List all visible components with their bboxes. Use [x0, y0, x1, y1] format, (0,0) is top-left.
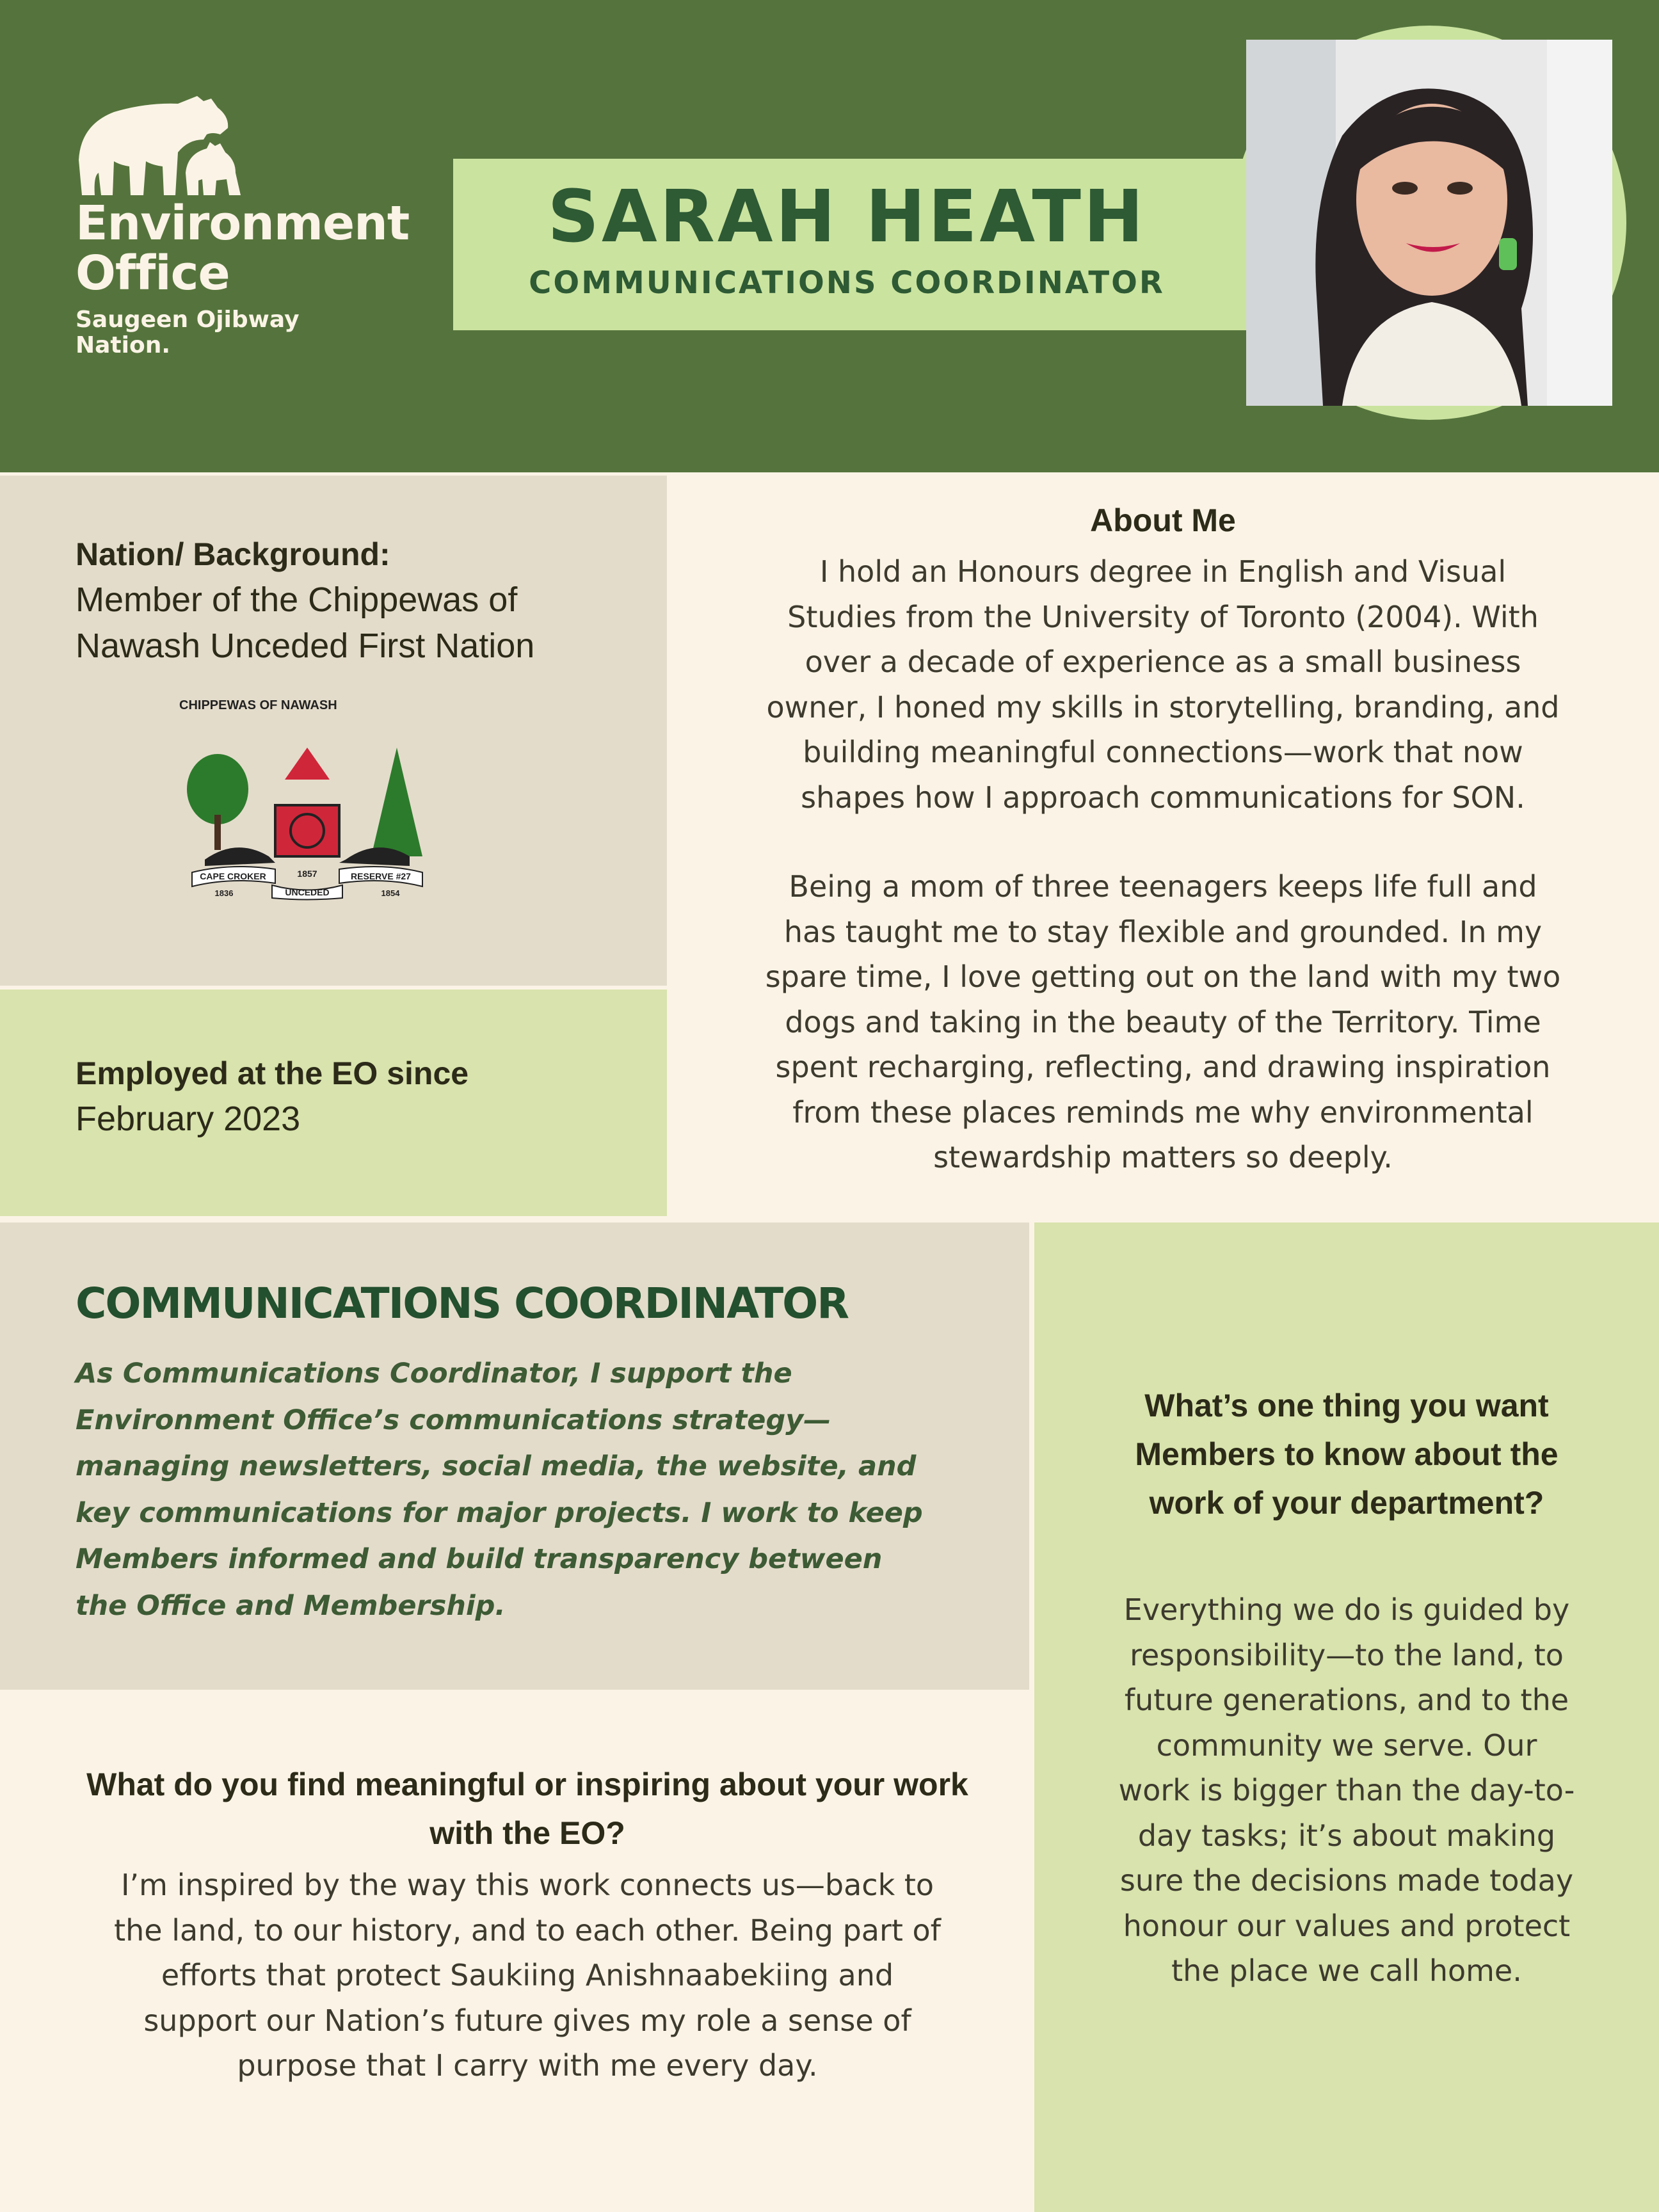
role-desc-line: As Communications Coordinator, I support the	[76, 1358, 792, 1390]
about-p2-line: spare time, I love getting out on the land with my two	[765, 959, 1561, 994]
seal-left-banner: CAPE CROKER	[200, 871, 266, 881]
role-description-panel	[0, 1222, 1029, 1690]
about-p2-line: stewardship matters so deeply.	[933, 1140, 1393, 1174]
employment-panel	[0, 990, 667, 1216]
q1-answer-line: support our Nation’s future gives my role a sense of	[143, 2003, 911, 2038]
q1-answer-line: efforts that protect Saukiing Anishnaabekiing and	[161, 1958, 894, 1992]
bear-family-icon	[76, 90, 268, 198]
chippewas-seal	[179, 698, 435, 901]
q1-answer	[0, 1863, 1055, 2088]
q1-question-line: What do you find meaningful or inspiring about your work	[86, 1767, 968, 1802]
q2-answer-line: honour our values and protect	[1123, 1908, 1571, 1943]
about-p2-line: Being a mom of three teenagers keeps life full and	[789, 869, 1537, 904]
seal-year-left: 1836	[214, 888, 234, 898]
employment-label: Employed at the EO since	[76, 1055, 469, 1091]
seal-emblem-icon	[179, 698, 435, 901]
q2-answer-line: day tasks; it’s about making	[1137, 1818, 1556, 1853]
role-description	[76, 1350, 923, 1630]
role-heading: COMMUNICATIONS COORDINATOR	[76, 1279, 849, 1328]
environment-office-logo	[76, 90, 434, 384]
q2-question-line: Members to know about the	[1135, 1436, 1559, 1472]
about-paragraph-1	[667, 549, 1659, 820]
logo-subtitle-2: Nation.	[76, 332, 171, 358]
name-banner	[453, 159, 1279, 330]
about-p1-line: owner, I honed my skills in storytelling, branding, and	[766, 689, 1560, 725]
seal-year-center: 1857	[297, 869, 317, 879]
seal-right-banner: RESERVE #27	[351, 871, 411, 881]
about-heading: About Me	[1090, 502, 1236, 538]
employment-date: February 2023	[76, 1100, 301, 1138]
role-desc-line: the Office and Membership.	[76, 1589, 506, 1622]
q2-answer-line: Everything we do is guided by	[1123, 1592, 1570, 1627]
seal-bottom: UNCEDED	[285, 887, 330, 897]
about-p2-line: from these places reminds me why environmental	[792, 1094, 1534, 1130]
q2-answer-line: the place we call home.	[1171, 1953, 1522, 1988]
about-paragraph-2	[667, 864, 1659, 1180]
about-p1-line: shapes how I approach communications for SON.	[801, 780, 1525, 815]
nation-panel	[0, 476, 667, 986]
nation-value-line1: Member of the Chippewas of	[76, 581, 518, 619]
inspiring-question-panel	[0, 1690, 1029, 2212]
department-question-panel	[1034, 1222, 1659, 2212]
about-p1-line: Studies from the University of Toronto (2004). With	[787, 599, 1539, 634]
q1-answer-line: the land, to our history, and to each other. Being part of	[114, 1912, 941, 1948]
about-p2-line: has taught me to stay flexible and grounded. In my	[783, 914, 1543, 949]
about-p1-line: over a decade of experience as a small business	[805, 645, 1521, 679]
role-desc-line: managing newsletters, social media, the website, and	[76, 1450, 917, 1483]
role-desc-line: key communications for major projects. I work to keep	[76, 1496, 923, 1529]
q1-answer-line: purpose that I carry with me every day.	[237, 2048, 818, 2083]
role-desc-line: Environment Office’s communications strategy—	[76, 1404, 831, 1436]
q2-answer-line: work is bigger than the day-to-	[1118, 1773, 1575, 1807]
seal-year-right: 1854	[381, 888, 400, 898]
q2-answer-line: community we serve. Our	[1156, 1727, 1537, 1763]
portrait-photo	[1246, 40, 1612, 406]
person-photo-icon	[1246, 40, 1612, 406]
about-p2-line: dogs and taking in the beauty of the Territory. Time	[785, 1004, 1541, 1039]
q2-question-line: work of your department?	[1149, 1485, 1544, 1521]
logo-subtitle-1: Saugeen Ojibway	[76, 307, 300, 333]
q2-answer	[1034, 1587, 1659, 1994]
logo-line-office: Office	[76, 246, 230, 301]
seal-title: CHIPPEWAS OF NAWASH	[179, 698, 337, 712]
about-p2-line: spent recharging, reflecting, and drawing inspiration	[775, 1050, 1551, 1084]
q1-question-line: with the EO?	[429, 1815, 625, 1851]
person-role: COMMUNICATIONS COORDINATOR	[529, 265, 1165, 301]
q2-question	[1034, 1381, 1659, 1527]
q2-answer-line: sure the decisions made today	[1119, 1863, 1574, 1898]
nation-value-line2: Nawash Unceded First Nation	[76, 627, 535, 665]
nation-label: Nation/ Background:	[76, 536, 390, 572]
about-me-panel	[667, 472, 1659, 1219]
q2-answer-line: responsibility—to the land, to	[1130, 1637, 1564, 1672]
role-desc-line: Members informed and build transparency between	[76, 1543, 883, 1576]
logo-line-environment: Environment	[76, 196, 410, 251]
about-p1-line: building meaningful connections—work that now	[803, 735, 1523, 769]
person-name: SARAH HEATH	[547, 175, 1146, 259]
q2-answer-line: future generations, and to the	[1124, 1683, 1569, 1717]
q1-question	[0, 1760, 1055, 1857]
about-p1-line: I hold an Honours degree in English and Visual	[819, 554, 1507, 589]
q2-question-line: What’s one thing you want	[1144, 1388, 1549, 1423]
q1-answer-line: I’m inspired by the way this work connects us—back to	[120, 1868, 934, 1902]
